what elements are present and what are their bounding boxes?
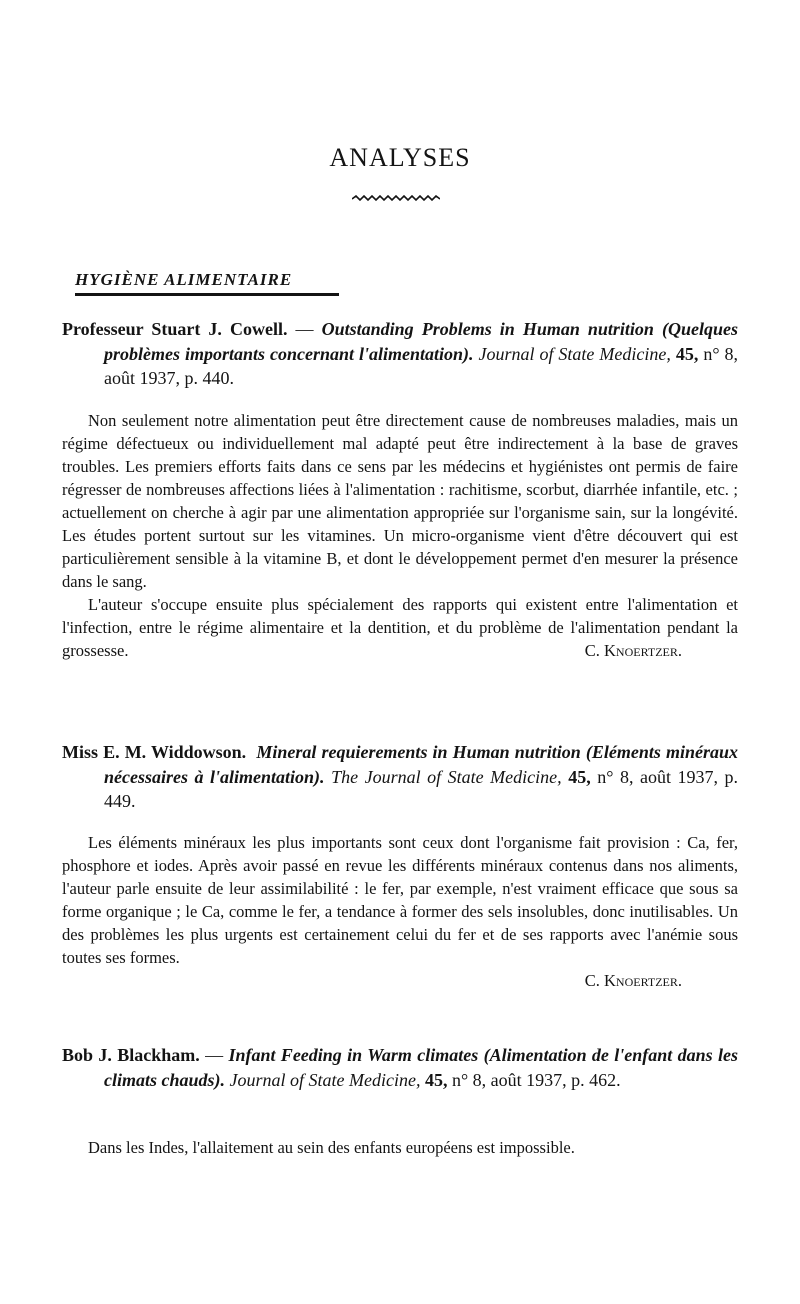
entry-3-paragraph-1: Dans les Indes, l'allaitement au sein des enfants européens est impossible.: [88, 1138, 575, 1157]
entry-2-signature: C. Knoertzer.: [584, 971, 682, 990]
entry-1-title-en: Outstanding Problems in Human nutrition: [321, 319, 654, 339]
entry-2-header: [62, 740, 738, 814]
wavy-ornament-icon: [352, 195, 440, 203]
entry-2-title-en: Mineral requierements in Human nutrition: [256, 742, 581, 762]
entry-1-paragraph-1: Non seulement notre alimentation peut être directement cause de nombreuses maladies, mais un régime défectueux ou individuellement mal adapté peut être indirectement à la base de graves troubles. Les premiers efforts faits dans ce sens par les médecins et hygiénistes ont permis de faire régresser de nombreuses affections liées à l'alimentation : rachitisme, scorbut, diarrhée infantile, etc. ; actuellement on cherche à agir par une alimentation appropriée sur l'organisme sain, sur la longévité. Les études portent surtout sur les vitamines. Un micro-organisme vient d'être découvert qui est particulièrement sensible à la vitamine B, et dont le développement permet d'en mesurer la présence dans le sang.: [62, 411, 738, 591]
entry-2-author: Miss E. M. Widdowson.: [62, 742, 247, 762]
entry-3-issue: n° 8, août 1937, p. 462.: [451, 1069, 621, 1090]
entry-1-volume: 45,: [675, 343, 699, 364]
page-title: ANALYSES: [329, 143, 471, 172]
entry-3-title-fr: (Alimentation de l'enfant dans les climats chauds).: [104, 1045, 738, 1090]
entry-3-journal: Journal of State Medicine,: [229, 1069, 421, 1090]
entry-3-header: [62, 1043, 738, 1092]
entry-2-dash: [246, 742, 256, 762]
entry-1-dash: —: [287, 319, 322, 339]
entry-1-abstract: [62, 409, 738, 662]
entry-2-paragraph-1: Les éléments minéraux les plus importants sont ceux dont l'organisme fait provision : Ca, fer, phosphore et iodes. Après avoir passé en revue les différents minéraux contenus dans nos aliments, l'auteur parle ensuite de leur assimilabilité : le fer, par exemple, n'est vraiment efficace que sous sa forme organique ; le Ca, comme le fer, a tendance à former des sels insolubles, donc inutilisables. Un des problèmes les plus urgents est certainement celui du fer et de ses rapports avec l'anémie sous toutes ses formes.: [62, 833, 738, 967]
entry-1-signature: C. Knoertzer.: [584, 641, 682, 660]
entry-2-abstract: [62, 831, 738, 992]
entry-2-journal: The Journal of State Medicine,: [331, 766, 562, 787]
entry-3-abstract: [62, 1136, 738, 1159]
entry-1-title-fr: (Quelques problèmes importants concernant l'alimentation).: [104, 319, 739, 364]
entry-2-title-fr: (Eléments minéraux nécessaires à l'alimentation).: [104, 742, 738, 787]
entry-2-issue: n° 8, août 1937, p. 449.: [104, 766, 739, 811]
entry-3-author: Bob J. Blackham.: [62, 1045, 200, 1065]
section-heading: HYGIÈNE ALIMENTAIRE: [75, 270, 293, 289]
entry-1-journal: Journal of State Medicine,: [478, 343, 671, 364]
entry-3-title-en: Infant Feeding in Warm climates: [228, 1045, 479, 1065]
section-underline: [75, 293, 339, 296]
entry-1-author: Professeur Stuart J. Cowell.: [62, 319, 288, 339]
entry-1-paragraph-2: [62, 593, 738, 662]
entry-1-paragraph-2-text: L'auteur s'occupe ensuite plus spécialement des rapports qui existent entre l'alimentation et l'infection, entre le régime alimentaire et la dentition, et du problème de l'alimentation pendant la grossesse.: [62, 595, 738, 660]
entry-1-header: [62, 317, 738, 391]
entry-3-dash: —: [199, 1045, 229, 1065]
entry-3-volume: 45,: [424, 1069, 448, 1090]
entry-1-issue: n° 8, août 1937, p. 440.: [104, 343, 739, 388]
entry-2-volume: 45,: [568, 766, 591, 787]
